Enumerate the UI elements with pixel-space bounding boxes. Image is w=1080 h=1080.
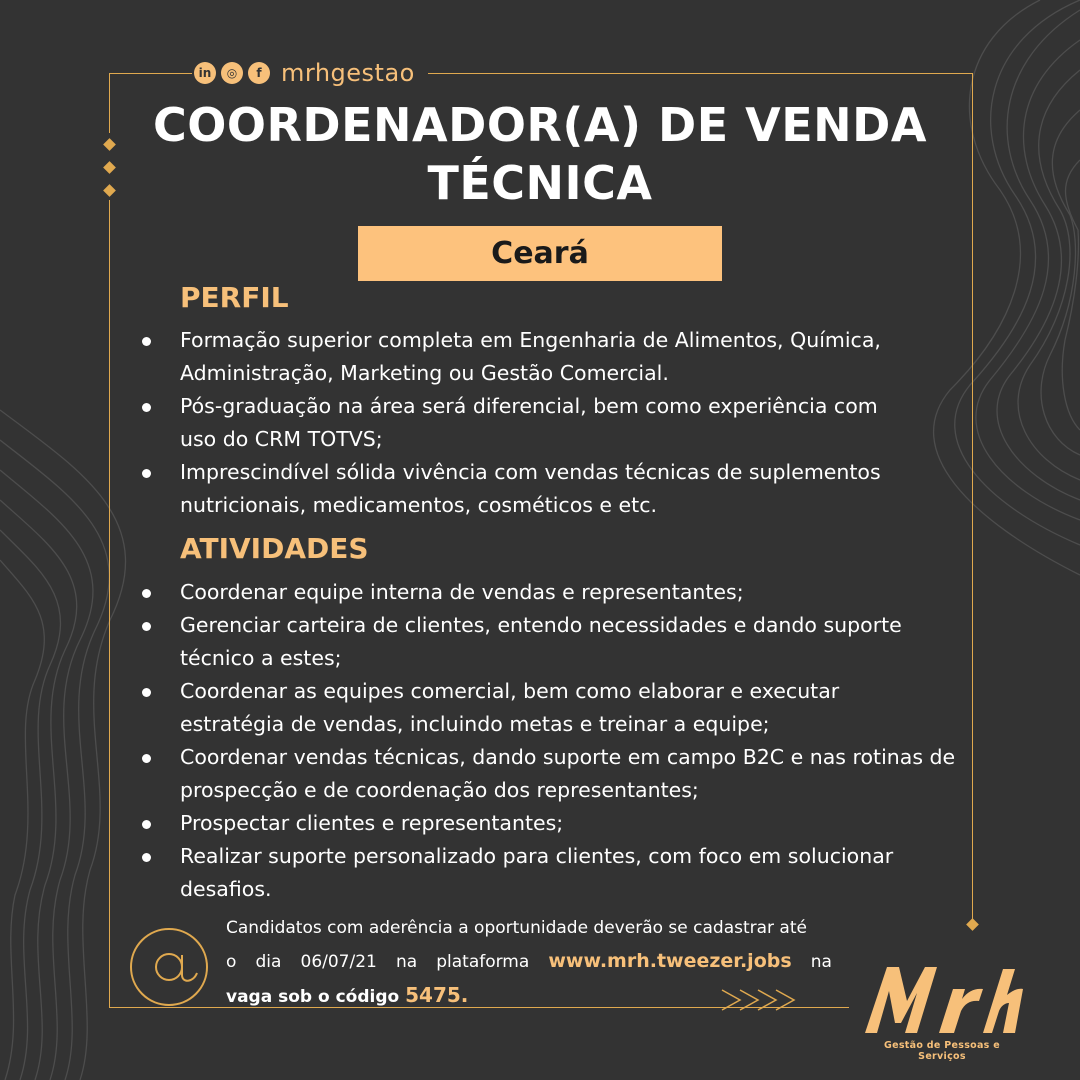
location-badge: Ceará [358,226,722,281]
instructions-line-3 [226,983,469,1007]
atividades-list [140,576,970,906]
word-na-2: na [810,952,832,972]
logo-tagline: Gestão de Pessoas e Serviços [884,1040,1000,1062]
perfil-list [140,324,970,522]
perfil-heading: PERFIL [180,281,289,314]
facebook-icon[interactable]: f [248,62,270,84]
word-plataforma: plataforma [436,952,530,972]
instructions-line-2 [226,945,832,979]
atividades-item: Coordenar equipe interna de vendas e representantes; [140,576,970,609]
frame-line-right [972,73,973,921]
atividades-item: Coordenar as equipes comercial, bem como elaborar e executar estratégia de vendas, incluindo metas e treinar a equipe; [140,675,970,741]
linkedin-icon[interactable]: in [194,62,216,84]
job-title [110,96,970,212]
frame-line-top-right [428,73,973,74]
frame-line-left-lower [109,200,110,1008]
atividades-heading: ATIVIDADES [180,532,369,565]
word-na: na [395,952,418,972]
instructions-line-1: Candidatos com aderência a oportunidade deverão se cadastrar até [226,918,807,938]
social-handle[interactable]: mrhgestao [281,59,415,87]
job-code-suffix: . [460,983,469,1007]
chevrons-right-icon [720,988,810,1012]
job-code: 5475 [405,983,461,1007]
job-title-line-1: COORDENADOR(A) DE VENDA [153,98,927,152]
frame-line-top-left [110,73,192,74]
social-bar [192,59,421,87]
perfil-item: Pós-graduação na área será diferencial, bem como experiência com uso do CRM TOTVS; [140,390,970,456]
perfil-item: Imprescindível sólida vivência com vendas técnicas de suplementos nutricionais, medicamentos, cosméticos e etc. [140,456,970,522]
deadline-date: 06/07/21 [300,952,377,972]
perfil-item: Formação superior completa em Engenharia de Alimentos, Química, Administração, Marketing ou Gestão Comercial. [140,324,970,390]
word-dia: dia [255,952,282,972]
atividades-item: Prospectar clientes e representantes; [140,807,970,840]
at-sign-icon [127,925,211,1009]
job-title-line-2: TÉCNICA [427,156,653,210]
atividades-item: Coordenar vendas técnicas, dando suporte em campo B2C e nas rotinas de prospecção e de coordenação dos representantes; [140,741,970,807]
word-o: o [226,952,237,972]
instagram-icon[interactable]: ◎ [221,62,243,84]
platform-link[interactable]: www.mrh.tweezer.jobs [548,950,792,972]
atividades-item: Gerenciar carteira de clientes, entendo necessidades e dando suporte técnico a estes; [140,609,970,675]
atividades-item: Realizar suporte personalizado para clientes, com foco em solucionar desafios. [140,840,970,906]
code-prefix: vaga sob o código [226,987,400,1007]
